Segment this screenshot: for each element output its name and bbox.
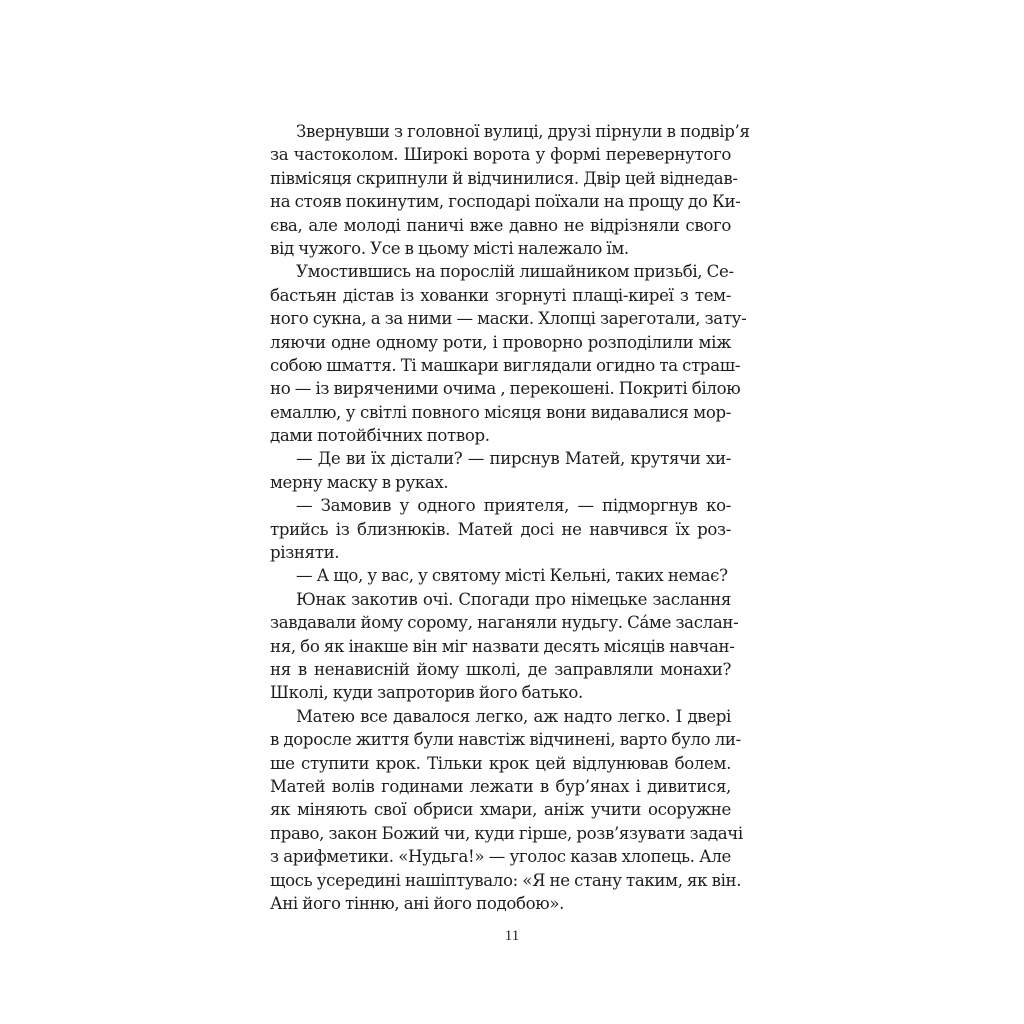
text-line: емаллю, у світлі повного місяця вони видавалися мор- bbox=[270, 402, 731, 422]
text-line: трийсь із близнюків. Матей досі не навчився їх роз- bbox=[270, 519, 731, 539]
text-line: Юнак закотив очі. Спогади про німецьке заслання bbox=[296, 589, 731, 609]
paragraph bbox=[270, 260, 747, 447]
text-line: — Замовив у одного приятеля, — підморгнув ко- bbox=[296, 496, 731, 516]
text-line: Умостившись на порослій лишайником призьбі, Се- bbox=[296, 262, 734, 282]
text-line: Матею все давалося легко, аж надто легко. І двері bbox=[296, 706, 731, 726]
text-line: собою шмаття. Ті машкари виглядали огидно та страш- bbox=[270, 355, 741, 375]
text-line: ше ступити крок. Тільки крок цей відлунював болем. bbox=[270, 753, 731, 773]
text-line: різняти. bbox=[270, 543, 340, 563]
text-line: на стояв покинутим, господарі поїхали на прощу до Ки- bbox=[270, 192, 741, 212]
dialogue-paragraph bbox=[270, 564, 731, 587]
text-line: Матей волів годинами лежати в бур’янах і дивитися, bbox=[270, 776, 731, 796]
paragraph bbox=[270, 588, 739, 705]
text-line: но — із виряченими очима , перекошені. Покриті білою bbox=[270, 379, 741, 399]
text-line: півмісяця скрипнули й відчинилися. Двір цей віднедав- bbox=[270, 168, 738, 188]
text-line: з арифметики. «Нудьга!» — уголос казав хлопець. Але bbox=[270, 847, 731, 867]
text-line: Звернувши з головної вулиці, друзі пірнули в подвір’я bbox=[296, 122, 750, 141]
text-line: за частоколом. Широкі ворота у формі перевернутого bbox=[270, 145, 731, 165]
text-line: право, закон Божий чи, куди гірше, розв’язувати задачі bbox=[270, 823, 743, 843]
text-line: ляючи одне одному роти, і проворно розподілили між bbox=[270, 332, 731, 352]
text-line: ня, бо як інакше він міг назвати десять місяців навчан- bbox=[270, 636, 735, 656]
text-line: в доросле життя були навстіж відчинені, варто було ли- bbox=[270, 730, 741, 750]
page-number: 11 bbox=[504, 928, 520, 944]
text-line: — Де ви їх дістали? — пирснув Матей, крутячи хи- bbox=[296, 449, 731, 469]
body-text bbox=[270, 120, 750, 915]
text-line: ня в ненависній йому школі, де заправляли монахи? bbox=[270, 659, 731, 679]
text-line: дами потойбічних потвор. bbox=[270, 426, 490, 446]
text-line: завдавали йому сорому, наганяли нудьгу. Са́ме заслан- bbox=[270, 613, 739, 633]
text-line: як міняють свої обриси хмари, аніж учити осоружне bbox=[270, 800, 731, 820]
text-line: єва, але молоді паничі вже давно не відрізняли свого bbox=[270, 215, 731, 235]
text-line: мерну маску в руках. bbox=[270, 472, 449, 492]
dialogue-paragraph bbox=[270, 494, 731, 564]
text-line: бастьян дістав із хованки згорнуті плащі-киреї з тем- bbox=[270, 285, 731, 305]
text-line: — А що, у вас, у святому місті Кельні, таких немає? bbox=[296, 566, 728, 586]
text-line: ного сукна, а за ними — маски. Хлопці зареготали, зату- bbox=[270, 309, 747, 329]
paragraph bbox=[270, 705, 743, 916]
text-line: Ані його тінню, ані його подобою». bbox=[270, 893, 565, 913]
text-line: щось усередині нашіптувало: «Я не стану таким, як він. bbox=[270, 870, 742, 890]
text-line: Школі, куди запроторив його батько. bbox=[270, 683, 583, 703]
paragraph bbox=[270, 120, 750, 260]
text-line: від чужого. Усе в цьому місті належало їм. bbox=[270, 238, 629, 258]
dialogue-paragraph bbox=[270, 447, 731, 494]
